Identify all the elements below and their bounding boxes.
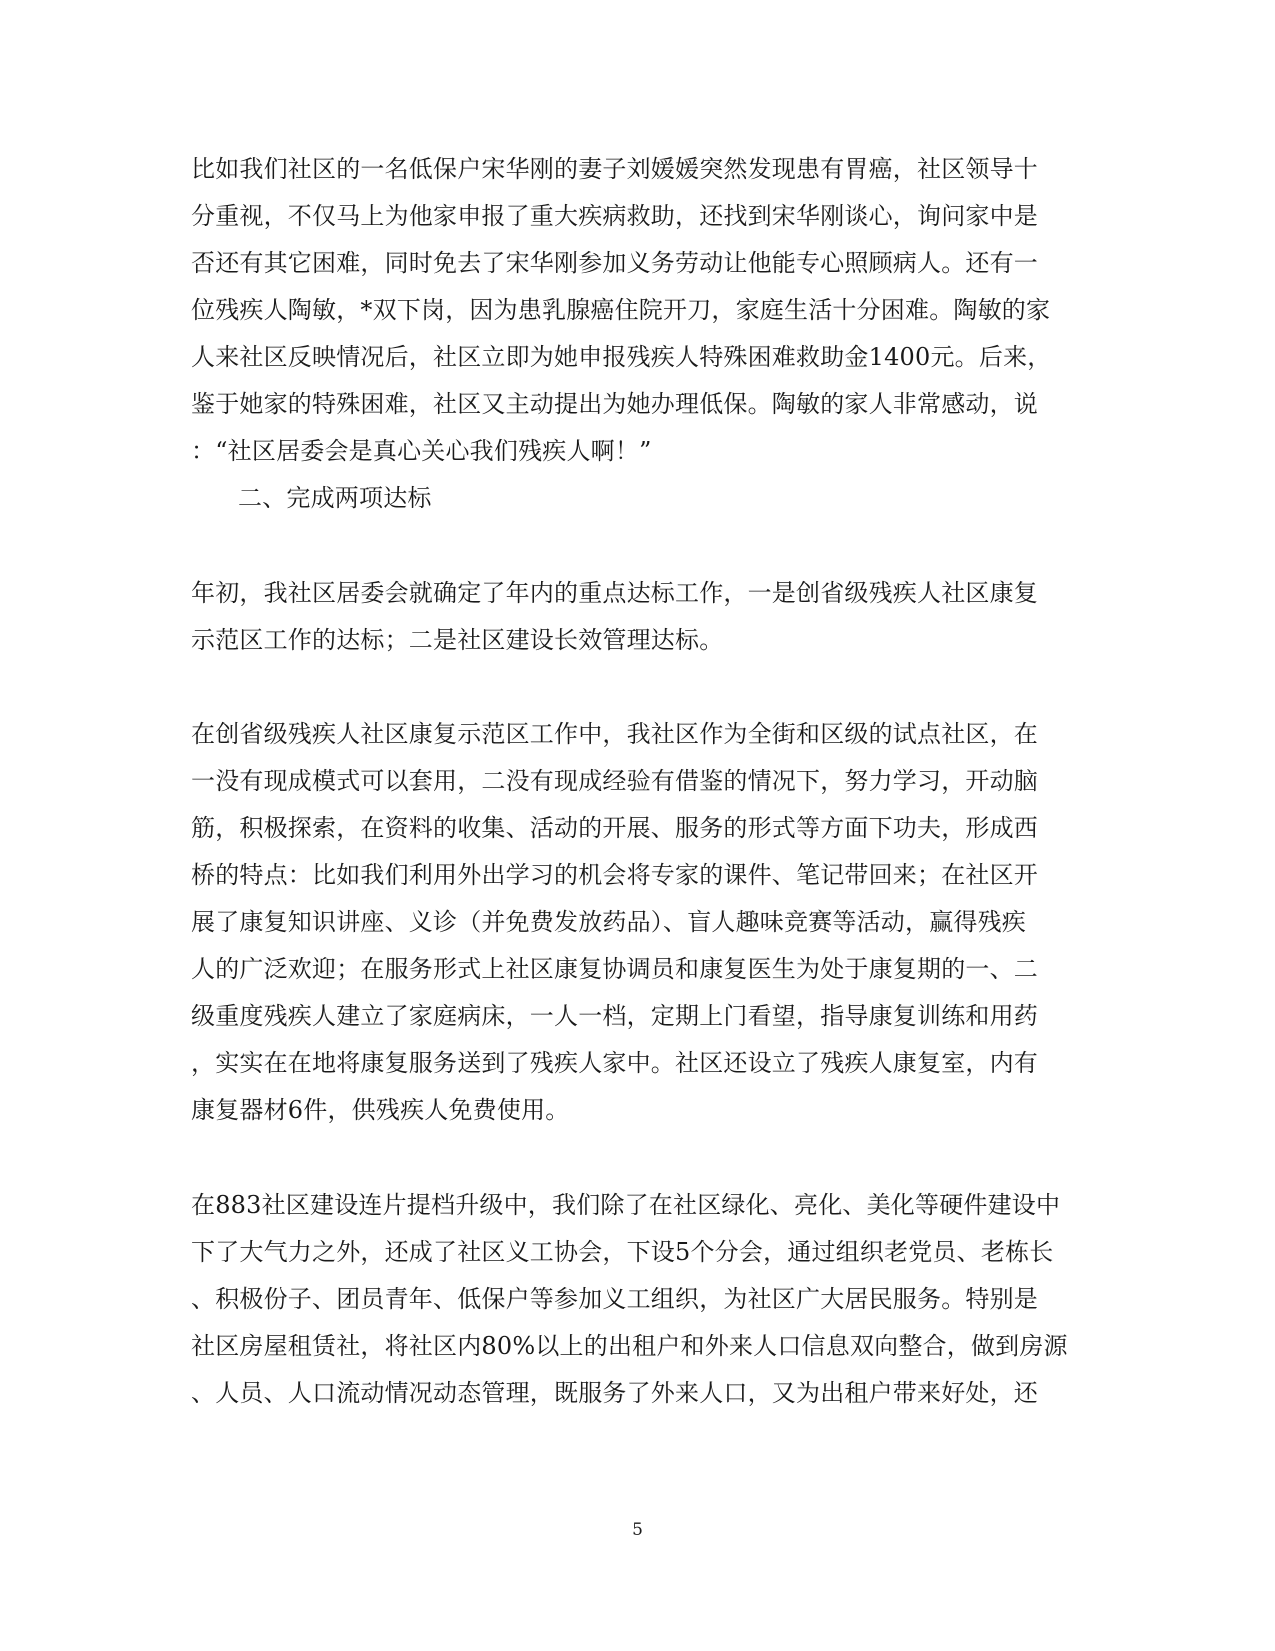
- text-line: 否还有其它困难，同时免去了宋华刚参加义务劳动让他能专心照顾病人。还有一: [191, 249, 1038, 277]
- text-line: 社区房屋租赁社，将社区内80%以上的出租户和外来人口信息双向整合，做到房源: [191, 1332, 1068, 1360]
- text-line: ，实实在在地将康复服务送到了残疾人家中。社区还设立了残疾人康复室，内有: [191, 1049, 1038, 1077]
- text-line: ：“社区居委会是真心关心我们残疾人啊！”: [191, 437, 652, 465]
- text-line: 在883社区建设连片提档升级中，我们除了在社区绿化、亮化、美化等硬件建设中: [191, 1191, 1061, 1219]
- text-line: 位残疾人陶敏，*双下岗，因为患乳腺癌住院开刀，家庭生活十分困难。陶敏的家: [191, 296, 1051, 324]
- text-line: 级重度残疾人建立了家庭病床，一人一档，定期上门看望，指导康复训练和用药: [191, 1002, 1038, 1030]
- page-number: 5: [632, 1520, 643, 1540]
- text-line: 展了康复知识讲座、义诊（并免费发放药品）、盲人趣味竞赛等活动，赢得残疾: [191, 908, 1026, 936]
- text-line: 比如我们社区的一名低保户宋华刚的妻子刘媛媛突然发现患有胃癌，社区领导十: [191, 155, 1038, 183]
- text-line: 示范区工作的达标；二是社区建设长效管理达标。: [191, 626, 724, 654]
- text-line: 下了大气力之外，还成了社区义工协会，下设5个分会，通过组织老党员、老栋长: [191, 1238, 1054, 1266]
- text-line: 筋，积极探索，在资料的收集、活动的开展、服务的形式等方面下功夫，形成西: [191, 814, 1038, 842]
- text-line: 康复器材6件，供残疾人免费使用。: [191, 1096, 570, 1124]
- text-line: 分重视，不仅马上为他家申报了重大疾病救助，还找到宋华刚谈心，询问家中是: [191, 202, 1038, 230]
- text-line: 、积极份子、团员青年、低保户等参加义工组织，为社区广大居民服务。特别是: [191, 1285, 1038, 1313]
- text-line: 桥的特点：比如我们利用外出学习的机会将专家的课件、笔记带回来；在社区开: [191, 861, 1038, 889]
- text-line: 年初，我社区居委会就确定了年内的重点达标工作，一是创省级残疾人社区康复: [191, 579, 1038, 607]
- text-line: 人来社区反映情况后，社区立即为她申报残疾人特殊困难救助金1400元。后来，: [191, 343, 1052, 371]
- text-line: 鉴于她家的特殊困难，社区又主动提出为她办理低保。陶敏的家人非常感动，说: [191, 390, 1038, 418]
- section-heading: 二、完成两项达标: [238, 484, 432, 512]
- text-line: 人的广泛欢迎；在服务形式上社区康复协调员和康复医生为处于康复期的一、二: [191, 955, 1038, 983]
- text-line: 、人员、人口流动情况动态管理，既服务了外来人口，又为出租户带来好处，还: [191, 1379, 1038, 1407]
- text-line: 在创省级残疾人社区康复示范区工作中，我社区作为全街和区级的试点社区，在: [191, 720, 1038, 748]
- text-line: 一没有现成模式可以套用，二没有现成经验有借鉴的情况下，努力学习，开动脑: [191, 767, 1038, 795]
